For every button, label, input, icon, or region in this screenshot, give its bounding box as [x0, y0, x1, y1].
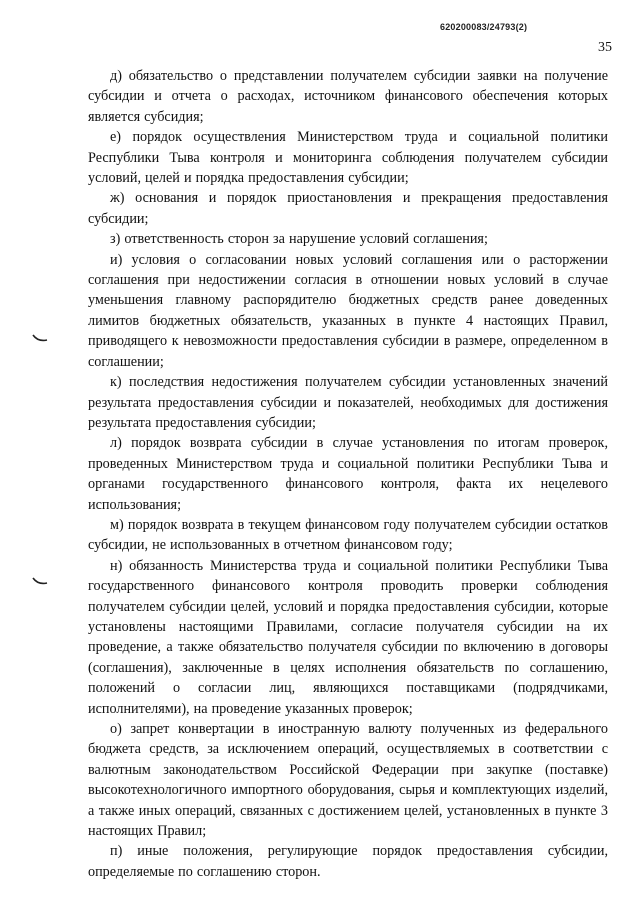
paragraph-k: к) последствия недостижения получателем субсидии установленных значений результата предоставления субсидии и показателей, необходимых для достижения результата предоставления субсидии;	[88, 374, 608, 431]
binding-mark-icon	[32, 576, 48, 586]
paragraph-o: о) запрет конвертации в иностранную валюту полученных из федерального бюджета средств, за исключением операций, осуществляемых в соответствии с валютным законодательством Российской Федерации при закупке (поставке) высокотехнологичного импортного оборудования, сырья и комплектующих изделий, а также иных операций, связанных с достижением целей, установленных в пункте 3 настоящих Правил;	[88, 721, 608, 840]
page-number: 35	[598, 40, 612, 55]
binding-mark-icon	[32, 333, 48, 343]
paragraph-n: н) обязанность Министерства труда и социальной политики Республики Тыва государственного финансового контроля проводить проверки соблюдения получателем субсидии целей, условий и порядка предоставления субсидии, которые установлены настоящими Правилами, согласие получателя субсидии на их проведение, а также обязательство получателя субсидии по включению в договоры (соглашения), заключенные в целях исполнения обязательств по соглашению, положений о согласии лиц, являющихся поставщиками (подрядчиками, исполнителями), на проведение указанных проверок;	[88, 557, 608, 717]
paragraph-l: л) порядок возврата субсидии в случае установления по итогам проверок, проведенных Министерством труда и социальной политики Республики Тыва и органами государственного финансового контроля, факта их нецелевого использования;	[88, 435, 608, 513]
document-body	[88, 66, 608, 882]
paragraph-d: д) обязательство о представлении получателем субсидии заявки на получение субсидии и отчета о расходах, источником финансового обеспечения которых является субсидия;	[88, 68, 608, 125]
paragraph-z: з) ответственность сторон за нарушение условий соглашения;	[110, 231, 488, 248]
paragraph-m: м) порядок возврата в текущем финансовом году получателем субсидии остатков субсидии, не использованных в отчетном финансовом году;	[88, 516, 608, 554]
paragraph-e: е) порядок осуществления Министерством труда и социальной политики Республики Тыва контроля и мониторинга соблюдения получателем субсидии условий, целей и порядка предоставления субсидии;	[88, 129, 608, 187]
document-id: 620200083/24793(2)	[440, 22, 528, 32]
paragraph-i: и) условия о согласовании новых условий соглашения или о расторжении соглашения при недостижении согласия в отношении новых условий в случае уменьшения главному распорядителю бюджетных средств ранее доведенных лимитов бюджетных обязательств, указанных в пункте 4 настоящих Правил, приводящего к невозможности предоставления субсидии в размере, определенном в соглашении;	[88, 251, 608, 370]
paragraph-zh: ж) основания и порядок приостановления и прекращения предоставления субсидии;	[88, 190, 608, 227]
paragraph-p: п) иные положения, регулирующие порядок предоставления субсидии, определяемые по соглашению сторон.	[88, 843, 608, 880]
